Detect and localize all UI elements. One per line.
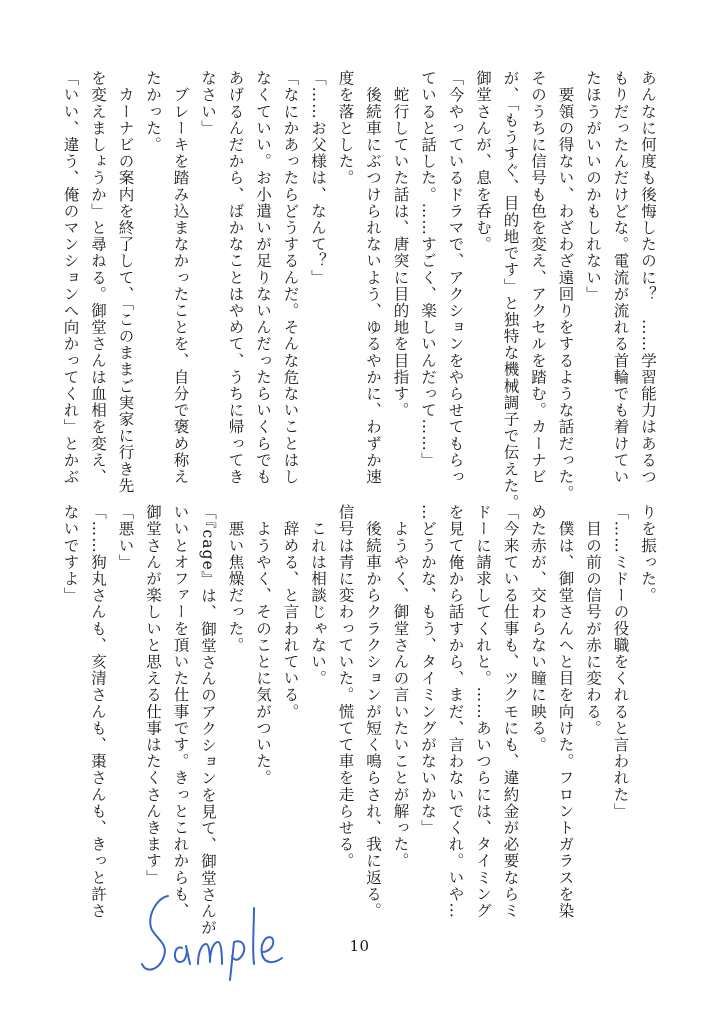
text-block-upper: [56, 70, 661, 511]
text-line: 「……狗丸さんも、亥清さんも、棗さんも、きっと許さ: [89, 504, 107, 919]
sample-watermark: [138, 878, 328, 982]
text-line: たほうがいいのかもしれない」: [584, 70, 602, 303]
text-line: めた赤が、交わらない瞳に映る。: [529, 504, 547, 753]
text-line: 目の前の信号が赤に変わる。: [584, 504, 602, 737]
page-number: 10: [349, 937, 370, 955]
text-line: ドーに請求してくれと。……あいつらには、タイミング: [474, 504, 492, 919]
text-line: 僕は、御堂さんへと目を向けた。フロントガラスを染: [556, 504, 575, 919]
text-line: …どうかな、もう、タイミングがないかな」: [419, 504, 437, 836]
text-line: ないですよ」: [61, 504, 80, 604]
text-line: を見て俺から話すから、まだ、言わないでくれ。いや…: [446, 504, 465, 919]
text-line: いいとオファーを頂いた仕事です。きっとこれからも、: [171, 504, 190, 919]
text-line: 蛇行していた話は、唐突に目的地を目指す。: [391, 70, 410, 419]
text-line: を変えましょうか」と尋ねる。御堂さんは血相を変え、: [89, 70, 107, 485]
text-line: 「今来ている仕事も、ツクモにも、違約金が必要ならミ: [501, 504, 520, 919]
text-line: 辞める、と言われている。: [281, 504, 300, 720]
text-line: カーナビの案内を終了して、「このままご実家に行き先: [116, 70, 135, 494]
text-line: なさい」: [199, 70, 217, 137]
text-line: 「悪い」: [116, 504, 135, 571]
text-line: 御堂さんが楽しいと思える仕事はたくさんきます」: [144, 504, 162, 886]
text-line: たかった。: [144, 70, 162, 153]
text-line: もりだったんだけどな。電流が流れる首輪でも着けてい: [611, 70, 630, 485]
text-line: ていると話した。……すごく、楽しいんだって……」: [419, 70, 437, 469]
text-line: 後続車からクラクションが短く鳴らされ、我に返る。: [364, 504, 382, 919]
text-line: 要領の得ない、わざわざ遠回りをするような話だった。: [556, 70, 575, 502]
text-line: 「……ミドーの役職をくれると言われた」: [611, 504, 630, 820]
text-line: ようやく、そのことに気がついた。: [254, 504, 272, 787]
text-line: あげるんだから、ばかなことはやめて、うちに帰ってき: [226, 70, 245, 485]
text-line: 後続車にぶつけられないよう、ゆるやかに、わずか速: [364, 70, 382, 485]
text-block-lower: [56, 504, 661, 937]
text-line: 御堂さんが、息を呑む。: [474, 70, 492, 253]
text-line: 「今やっているドラマで、アクションをやらせてもらっ: [446, 70, 465, 485]
text-line: ブレーキを踏み込まなかったことを、自分で褒め称え: [171, 70, 190, 485]
text-line: ようやく、御堂さんの言いたいことが解った。: [391, 504, 410, 870]
text-line: 「……お父様は、なんて？」: [309, 70, 327, 286]
text-line: 「なにかあったらどうするんだ。そんな危ないことはし: [281, 70, 300, 485]
text-line: 悪い焦燥だった。: [226, 504, 245, 654]
text-line: 度を落とした。: [336, 70, 355, 187]
text-line: 信号は青に変わっていた。慌てて車を走らせる。: [336, 504, 355, 870]
text-line: 「『cage』は、御堂さんのアクションを見て、御堂さんが: [199, 504, 217, 937]
text-line: なくていい。お小遣いが足りないんだったらいくらでも: [254, 70, 272, 485]
text-line: 「いい、違う、俺のマンションへ向かってくれ」とかぶ: [61, 70, 80, 485]
text-line: りを振った。: [639, 504, 657, 604]
text-line: そのうちに信号も色を変え、アクセルを踏む。カーナビ: [529, 70, 547, 485]
text-line: が、「もうすぐ、目的地です」と独特な機械調子で伝えた。: [501, 70, 520, 511]
text-line: あんなに何度も後悔したのに？ ……学習能力はあるつ: [639, 70, 657, 485]
text-line: これは相談じゃない。: [309, 504, 327, 687]
